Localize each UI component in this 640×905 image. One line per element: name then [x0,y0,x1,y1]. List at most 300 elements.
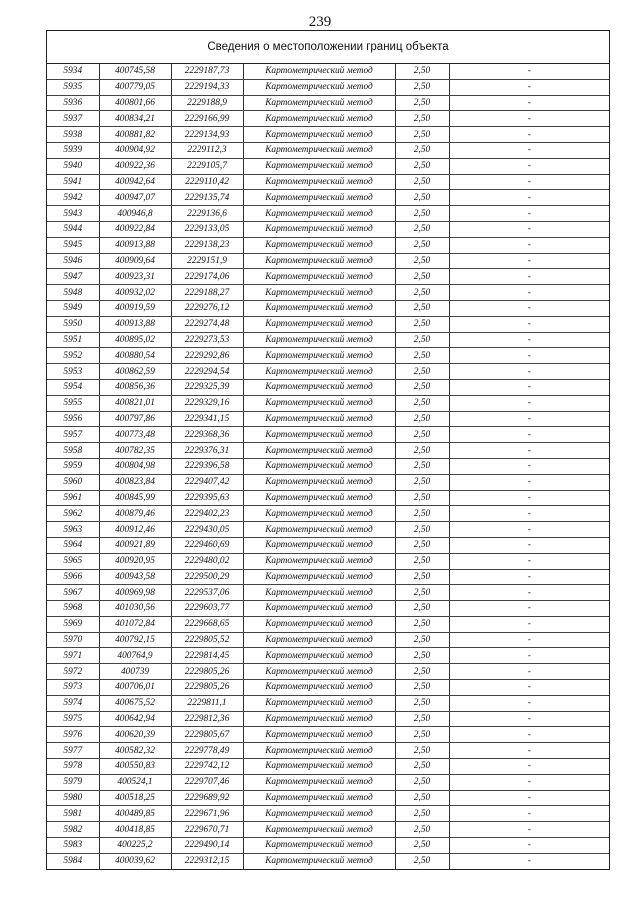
note-cell: - [449,158,609,174]
x-coordinate-cell: 400904,92 [99,142,171,158]
method-cell: Картометрический метод [243,806,395,822]
note-cell: - [449,711,609,727]
method-cell: Картометрический метод [243,142,395,158]
table-body [47,64,609,869]
method-cell: Картометрический метод [243,316,395,332]
point-number-cell: 5960 [47,474,99,490]
table-row [47,237,609,253]
accuracy-cell: 2,50 [395,458,449,474]
point-number-cell: 5957 [47,427,99,443]
x-coordinate-cell: 400932,02 [99,285,171,301]
note-cell: - [449,142,609,158]
method-cell: Картометрический метод [243,253,395,269]
table-row [47,206,609,222]
x-coordinate-cell: 400947,07 [99,190,171,206]
accuracy-cell: 2,50 [395,348,449,364]
method-cell: Картометрический метод [243,695,395,711]
note-cell: - [449,190,609,206]
note-cell: - [449,616,609,632]
point-number-cell: 5976 [47,727,99,743]
y-coordinate-cell: 2229670,71 [171,822,243,838]
note-cell: - [449,664,609,680]
note-cell: - [449,474,609,490]
point-number-cell: 5944 [47,221,99,237]
y-coordinate-cell: 2229274,48 [171,316,243,332]
note-cell: - [449,490,609,506]
accuracy-cell: 2,50 [395,95,449,111]
point-number-cell: 5935 [47,79,99,95]
note-cell: - [449,348,609,364]
method-cell: Картометрический метод [243,632,395,648]
note-cell: - [449,411,609,427]
x-coordinate-cell: 400225,2 [99,838,171,854]
y-coordinate-cell: 2229689,92 [171,790,243,806]
y-coordinate-cell: 2229329,16 [171,395,243,411]
note-cell: - [449,537,609,553]
note-cell: - [449,743,609,759]
y-coordinate-cell: 2229276,12 [171,300,243,316]
point-number-cell: 5972 [47,664,99,680]
table-row [47,379,609,395]
point-number-cell: 5955 [47,395,99,411]
note-cell: - [449,569,609,585]
y-coordinate-cell: 2229112,3 [171,142,243,158]
x-coordinate-cell: 400912,46 [99,522,171,538]
method-cell: Картометрический метод [243,364,395,380]
table-row [47,79,609,95]
method-cell: Картометрический метод [243,285,395,301]
y-coordinate-cell: 2229396,58 [171,458,243,474]
table-row [47,806,609,822]
point-number-cell: 5950 [47,316,99,332]
x-coordinate-cell: 401030,56 [99,601,171,617]
point-number-cell: 5969 [47,616,99,632]
table-row [47,458,609,474]
x-coordinate-cell: 400642,94 [99,711,171,727]
note-cell: - [449,285,609,301]
y-coordinate-cell: 2229402,23 [171,506,243,522]
x-coordinate-cell: 400797,86 [99,411,171,427]
point-number-cell: 5946 [47,253,99,269]
accuracy-cell: 2,50 [395,206,449,222]
note-cell: - [449,253,609,269]
x-coordinate-cell: 400779,05 [99,79,171,95]
accuracy-cell: 2,50 [395,142,449,158]
method-cell: Картометрический метод [243,332,395,348]
x-coordinate-cell: 400845,99 [99,490,171,506]
accuracy-cell: 2,50 [395,190,449,206]
point-number-cell: 5942 [47,190,99,206]
point-number-cell: 5975 [47,711,99,727]
table-row [47,522,609,538]
x-coordinate-cell: 400862,59 [99,364,171,380]
point-number-cell: 5967 [47,585,99,601]
method-cell: Картометрический метод [243,490,395,506]
point-number-cell: 5937 [47,111,99,127]
table-title: Сведения о местоположении границ объекта [47,31,609,64]
accuracy-cell: 2,50 [395,727,449,743]
accuracy-cell: 2,50 [395,411,449,427]
note-cell: - [449,64,609,79]
note-cell: - [449,237,609,253]
accuracy-cell: 2,50 [395,569,449,585]
y-coordinate-cell: 2229294,54 [171,364,243,380]
accuracy-cell: 2,50 [395,853,449,868]
point-number-cell: 5943 [47,206,99,222]
y-coordinate-cell: 2229805,52 [171,632,243,648]
accuracy-cell: 2,50 [395,553,449,569]
page-number: 239 [308,14,332,30]
table-row [47,474,609,490]
y-coordinate-cell: 2229707,46 [171,774,243,790]
x-coordinate-cell: 400942,64 [99,174,171,190]
table-row [47,142,609,158]
y-coordinate-cell: 2229376,31 [171,443,243,459]
accuracy-cell: 2,50 [395,806,449,822]
table-row [47,664,609,680]
note-cell: - [449,601,609,617]
note-cell: - [449,506,609,522]
y-coordinate-cell: 2229460,69 [171,537,243,553]
table-row [47,285,609,301]
y-coordinate-cell: 2229812,36 [171,711,243,727]
y-coordinate-cell: 2229395,63 [171,490,243,506]
table-row [47,332,609,348]
note-cell: - [449,300,609,316]
table-row [47,174,609,190]
accuracy-cell: 2,50 [395,127,449,143]
note-cell: - [449,648,609,664]
method-cell: Картометрический метод [243,680,395,696]
x-coordinate-cell: 400804,98 [99,458,171,474]
table-row [47,601,609,617]
method-cell: Картометрический метод [243,474,395,490]
y-coordinate-cell: 2229537,06 [171,585,243,601]
point-number-cell: 5951 [47,332,99,348]
table-row [47,585,609,601]
accuracy-cell: 2,50 [395,332,449,348]
point-number-cell: 5965 [47,553,99,569]
y-coordinate-cell: 2229325,39 [171,379,243,395]
method-cell: Картометрический метод [243,522,395,538]
x-coordinate-cell: 400039,62 [99,853,171,868]
table-row [47,695,609,711]
accuracy-cell: 2,50 [395,632,449,648]
note-cell: - [449,443,609,459]
method-cell: Картометрический метод [243,648,395,664]
accuracy-cell: 2,50 [395,616,449,632]
accuracy-cell: 2,50 [395,427,449,443]
y-coordinate-cell: 2229166,99 [171,111,243,127]
y-coordinate-cell: 2229407,42 [171,474,243,490]
x-coordinate-cell: 400782,35 [99,443,171,459]
point-number-cell: 5978 [47,759,99,775]
note-cell: - [449,269,609,285]
note-cell: - [449,79,609,95]
method-cell: Картометрический метод [243,237,395,253]
method-cell: Картометрический метод [243,853,395,868]
x-coordinate-cell: 400801,66 [99,95,171,111]
table-row [47,364,609,380]
x-coordinate-cell: 400879,46 [99,506,171,522]
y-coordinate-cell: 2229187,73 [171,64,243,79]
method-cell: Картометрический метод [243,537,395,553]
point-number-cell: 5977 [47,743,99,759]
point-number-cell: 5983 [47,838,99,854]
x-coordinate-cell: 400909,64 [99,253,171,269]
y-coordinate-cell: 2229671,96 [171,806,243,822]
accuracy-cell: 2,50 [395,759,449,775]
point-number-cell: 5962 [47,506,99,522]
y-coordinate-cell: 2229805,26 [171,664,243,680]
note-cell: - [449,585,609,601]
point-number-cell: 5954 [47,379,99,395]
method-cell: Картометрический метод [243,395,395,411]
y-coordinate-cell: 2229174,06 [171,269,243,285]
y-coordinate-cell: 2229368,36 [171,427,243,443]
point-number-cell: 5940 [47,158,99,174]
y-coordinate-cell: 2229273,53 [171,332,243,348]
y-coordinate-cell: 2229135,74 [171,190,243,206]
method-cell: Картометрический метод [243,348,395,364]
x-coordinate-cell: 400745,58 [99,64,171,79]
method-cell: Картометрический метод [243,411,395,427]
y-coordinate-cell: 2229811,1 [171,695,243,711]
table-row [47,111,609,127]
method-cell: Картометрический метод [243,206,395,222]
y-coordinate-cell: 2229134,93 [171,127,243,143]
x-coordinate-cell: 401072,84 [99,616,171,632]
y-coordinate-cell: 2229778,49 [171,743,243,759]
point-number-cell: 5945 [47,237,99,253]
x-coordinate-cell: 400418,85 [99,822,171,838]
y-coordinate-cell: 2229138,23 [171,237,243,253]
x-coordinate-cell: 400773,48 [99,427,171,443]
note-cell: - [449,95,609,111]
table-row [47,269,609,285]
point-number-cell: 5966 [47,569,99,585]
method-cell: Картометрический метод [243,158,395,174]
table-row [47,158,609,174]
table-row [47,348,609,364]
method-cell: Картометрический метод [243,427,395,443]
accuracy-cell: 2,50 [395,79,449,95]
method-cell: Картометрический метод [243,822,395,838]
accuracy-cell: 2,50 [395,522,449,538]
accuracy-cell: 2,50 [395,64,449,79]
table-row [47,711,609,727]
point-number-cell: 5982 [47,822,99,838]
table-row [47,443,609,459]
y-coordinate-cell: 2229490,14 [171,838,243,854]
x-coordinate-cell: 400739 [99,664,171,680]
x-coordinate-cell: 400913,88 [99,237,171,253]
method-cell: Картометрический метод [243,95,395,111]
point-number-cell: 5981 [47,806,99,822]
method-cell: Картометрический метод [243,711,395,727]
table-row [47,395,609,411]
accuracy-cell: 2,50 [395,790,449,806]
y-coordinate-cell: 2229110,42 [171,174,243,190]
accuracy-cell: 2,50 [395,695,449,711]
note-cell: - [449,790,609,806]
table-row [47,64,609,79]
x-coordinate-cell: 400922,36 [99,158,171,174]
accuracy-cell: 2,50 [395,664,449,680]
point-number-cell: 5968 [47,601,99,617]
table-row [47,127,609,143]
note-cell: - [449,427,609,443]
point-number-cell: 5956 [47,411,99,427]
accuracy-cell: 2,50 [395,601,449,617]
method-cell: Картометрический метод [243,269,395,285]
x-coordinate-cell: 400675,52 [99,695,171,711]
point-number-cell: 5979 [47,774,99,790]
boundary-table-sheet [46,30,610,870]
x-coordinate-cell: 400943,58 [99,569,171,585]
point-number-cell: 5949 [47,300,99,316]
coordinates-table [47,64,609,869]
table-row [47,253,609,269]
method-cell: Картометрический метод [243,506,395,522]
note-cell: - [449,458,609,474]
y-coordinate-cell: 2229136,6 [171,206,243,222]
accuracy-cell: 2,50 [395,316,449,332]
method-cell: Картометрический метод [243,379,395,395]
method-cell: Картометрический метод [243,601,395,617]
method-cell: Картометрический метод [243,221,395,237]
table-row [47,727,609,743]
note-cell: - [449,553,609,569]
point-number-cell: 5973 [47,680,99,696]
point-number-cell: 5938 [47,127,99,143]
accuracy-cell: 2,50 [395,822,449,838]
method-cell: Картометрический метод [243,759,395,775]
accuracy-cell: 2,50 [395,285,449,301]
table-row [47,490,609,506]
table-row [47,95,609,111]
y-coordinate-cell: 2229312,15 [171,853,243,868]
accuracy-cell: 2,50 [395,221,449,237]
note-cell: - [449,774,609,790]
method-cell: Картометрический метод [243,174,395,190]
note-cell: - [449,632,609,648]
method-cell: Картометрический метод [243,79,395,95]
accuracy-cell: 2,50 [395,648,449,664]
table-row [47,506,609,522]
x-coordinate-cell: 400946,8 [99,206,171,222]
table-row [47,221,609,237]
accuracy-cell: 2,50 [395,680,449,696]
table-row [47,648,609,664]
note-cell: - [449,364,609,380]
note-cell: - [449,522,609,538]
y-coordinate-cell: 2229341,15 [171,411,243,427]
method-cell: Картометрический метод [243,300,395,316]
x-coordinate-cell: 400921,89 [99,537,171,553]
table-row [47,190,609,206]
table-row [47,838,609,854]
x-coordinate-cell: 400706,01 [99,680,171,696]
y-coordinate-cell: 2229500,29 [171,569,243,585]
x-coordinate-cell: 400881,82 [99,127,171,143]
accuracy-cell: 2,50 [395,158,449,174]
accuracy-cell: 2,50 [395,585,449,601]
method-cell: Картометрический метод [243,790,395,806]
note-cell: - [449,206,609,222]
point-number-cell: 5961 [47,490,99,506]
point-number-cell: 5963 [47,522,99,538]
note-cell: - [449,695,609,711]
note-cell: - [449,316,609,332]
accuracy-cell: 2,50 [395,237,449,253]
point-number-cell: 5939 [47,142,99,158]
table-row [47,743,609,759]
x-coordinate-cell: 400920,95 [99,553,171,569]
note-cell: - [449,759,609,775]
method-cell: Картометрический метод [243,569,395,585]
x-coordinate-cell: 400764,9 [99,648,171,664]
x-coordinate-cell: 400895,02 [99,332,171,348]
accuracy-cell: 2,50 [395,838,449,854]
y-coordinate-cell: 2229133,05 [171,221,243,237]
y-coordinate-cell: 2229805,26 [171,680,243,696]
method-cell: Картометрический метод [243,553,395,569]
x-coordinate-cell: 400880,54 [99,348,171,364]
accuracy-cell: 2,50 [395,506,449,522]
table-row [47,569,609,585]
point-number-cell: 5948 [47,285,99,301]
accuracy-cell: 2,50 [395,111,449,127]
note-cell: - [449,127,609,143]
point-number-cell: 5953 [47,364,99,380]
accuracy-cell: 2,50 [395,743,449,759]
method-cell: Картометрический метод [243,664,395,680]
point-number-cell: 5984 [47,853,99,868]
x-coordinate-cell: 400856,36 [99,379,171,395]
method-cell: Картометрический метод [243,64,395,79]
accuracy-cell: 2,50 [395,490,449,506]
accuracy-cell: 2,50 [395,364,449,380]
y-coordinate-cell: 2229480,02 [171,553,243,569]
y-coordinate-cell: 2229188,9 [171,95,243,111]
table-row [47,411,609,427]
table-row [47,680,609,696]
y-coordinate-cell: 2229742,12 [171,759,243,775]
note-cell: - [449,838,609,854]
method-cell: Картометрический метод [243,127,395,143]
method-cell: Картометрический метод [243,616,395,632]
note-cell: - [449,680,609,696]
accuracy-cell: 2,50 [395,711,449,727]
method-cell: Картометрический метод [243,111,395,127]
y-coordinate-cell: 2229194,33 [171,79,243,95]
y-coordinate-cell: 2229805,67 [171,727,243,743]
table-row [47,853,609,868]
y-coordinate-cell: 2229105,7 [171,158,243,174]
table-row [47,759,609,775]
table-row [47,316,609,332]
x-coordinate-cell: 400550,83 [99,759,171,775]
method-cell: Картометрический метод [243,458,395,474]
note-cell: - [449,174,609,190]
accuracy-cell: 2,50 [395,174,449,190]
point-number-cell: 5936 [47,95,99,111]
note-cell: - [449,395,609,411]
point-number-cell: 5941 [47,174,99,190]
note-cell: - [449,806,609,822]
table-row [47,537,609,553]
